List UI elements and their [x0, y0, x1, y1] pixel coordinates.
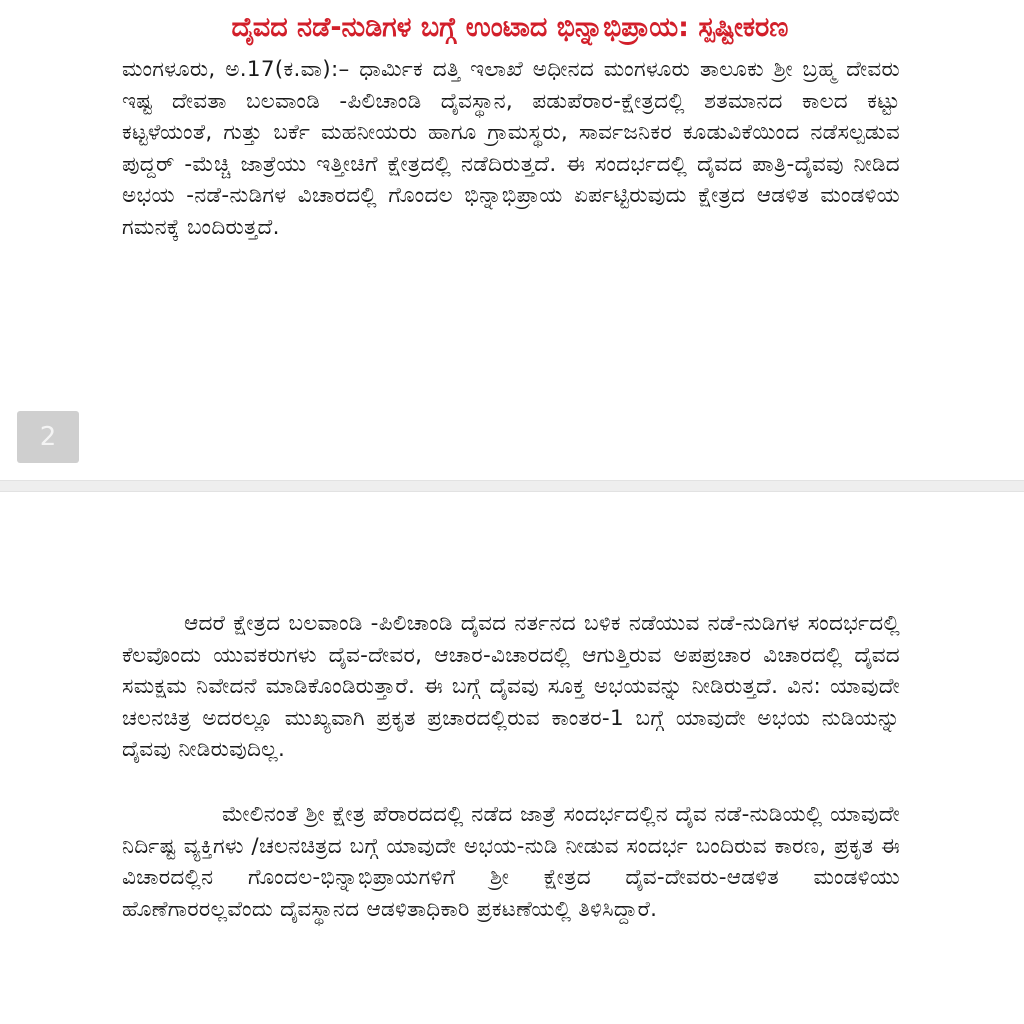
- article-paragraph-2: ಆದರೆ ಕ್ಷೇತ್ರದ ಬಲವಾಂಡಿ -ಪಿಲಿಚಾಂಡಿ ದೈವದ ನರ್ತನದ ಬಳಿಕ ನಡೆಯುವ ನಡೆ-ನುಡಿಗಳ ಸಂದರ್ಭದಲ್ಲಿ ಕೆಲವೊಂದು ಯುವಕರುಗಳು ದೈವ-ದೇವರ, ಆಚಾರ-ವಿಚಾರದಲ್ಲಿ ಆಗುತ್ತಿರುವ ಅಪಪ್ರಚಾರ ವಿಚಾರದಲ್ಲಿ ದೈವದ ಸಮಕ್ಷಮ ನಿವೇದನೆ ಮಾಡಿಕೊಂಡಿರುತ್ತಾರೆ. ಈ ಬಗ್ಗೆ ದೈವವು ಸೂಕ್ತ ಅಭಯವನ್ನು ನೀಡಿರುತ್ತದೆ. ವಿನ: ಯಾವುದೇ ಚಲನಚಿತ್ರ ಅದರಲ್ಲೂ ಮುಖ್ಯವಾಗಿ ಪ್ರಕೃತ ಪ್ರಚಾರದಲ್ಲಿರುವ ಕಾಂತರ-1 ಬಗ್ಗೆ ಯಾವುದೇ ಅಭಯ ನುಡಿಯನ್ನು ದೈವವು ನೀಡಿರುವುದಿಲ್ಲ.: [122, 611, 900, 762]
- article-paragraph-3: ಮೇಲಿನಂತೆ ಶ್ರೀ ಕ್ಷೇತ್ರ ಪೆರಾರದದಲ್ಲಿ ನಡೆದ ಜಾತ್ರೆ ಸಂದರ್ಭದಲ್ಲಿನ ದೈವ ನಡೆ-ನುಡಿಯಲ್ಲಿ ಯಾವುದೇ ನಿರ್ದಿಷ್ಟ ವ್ಯಕ್ತಿಗಳು /ಚಲನಚಿತ್ರದ ಬಗ್ಗೆ ಯಾವುದೇ ಅಭಯ-ನುಡಿ ನೀಡುವ ಸಂದರ್ಭ ಬಂದಿರುವ ಕಾರಣ, ಪ್ರಕೃತ ಈ ವಿಚಾರದಲ್ಲಿನ ಗೊಂದಲ-ಭಿನ್ನಾಭಿಪ್ರಾಯಗಳಿಗೆ ಶ್ರೀ ಕ್ಷೇತ್ರದ ದೈವ-ದೇವರು-ಆಡಳಿತ ಮಂಡಳಿಯು ಹೊಣೆಗಾರರಲ್ಲವೆಂದು ದೈವಸ್ಥಾನದ ಆಡಳಿತಾಧಿಕಾರಿ ಪ್ರಕಟಣೆಯಲ್ಲಿ ತಿಳಿಸಿದ್ದಾರೆ.: [122, 802, 900, 922]
- document-page-2: [0, 492, 1024, 1024]
- article-title: ದೈವದ ನಡೆ-ನುಡಿಗಳ ಬಗ್ಗೆ ಉಂಟಾದ ಭಿನ್ನಾಭಿಪ್ರಾಯ: ಸ್ಪಷ್ಟೀಕರಣ: [231, 12, 789, 43]
- page-number-badge[interactable]: 2: [17, 411, 79, 463]
- article-paragraph-1: ಮಂಗಳೂರು, ಅ.17(ಕ.ವಾ):– ಧಾರ್ಮಿಕ ದತ್ತಿ ಇಲಾಖೆ ಅಧೀನದ ಮಂಗಳೂರು ತಾಲೂಕು ಶ್ರೀ ಬ್ರಹ್ಮ ದೇವರು ಇಷ್ಟ ದೇವತಾ ಬಲವಾಂಡಿ -ಪಿಲಿಚಾಂಡಿ ದೈವಸ್ಥಾನ, ಪಡುಪೆರಾರ-ಕ್ಷೇತ್ರದಲ್ಲಿ ಶತಮಾನದ ಕಾಲದ ಕಟ್ಟು ಕಟ್ಟಳೆಯಂತೆ, ಗುತ್ತು ಬರ್ಕೆ ಮಹನೀಯರು ಹಾಗೂ ಗ್ರಾಮಸ್ಥರು, ಸಾರ್ವಜನಿಕರ ಕೂಡುವಿಕೆಯಿಂದ ನಡೆಸಲ್ಪಡುವ ಪುದ್ದರ್ -ಮೆಚ್ಚಿ ಜಾತ್ರೆಯು ಇತ್ತೀಚಿಗೆ ಕ್ಷೇತ್ರದಲ್ಲಿ ನಡೆದಿರುತ್ತದೆ. ಈ ಸಂದರ್ಭದಲ್ಲಿ ದೈವದ ಪಾತ್ರಿ-ದೈವವು ನೀಡಿದ ಅಭಯ -ನಡೆ-ನುಡಿಗಳ ವಿಚಾರದಲ್ಲಿ ಗೊಂದಲ ಭಿನ್ನಾಭಿಪ್ರಾಯ ಏರ್ಪಟ್ಟಿರುವುದು ಕ್ಷೇತ್ರದ ಆಡಳಿತ ಮಂಡಳಿಯ ಗಮನಕ್ಕೆ ಬಂದಿರುತ್ತದೆ.: [122, 57, 900, 240]
- page-separator: [0, 480, 1024, 492]
- document-page-1: [0, 0, 1024, 480]
